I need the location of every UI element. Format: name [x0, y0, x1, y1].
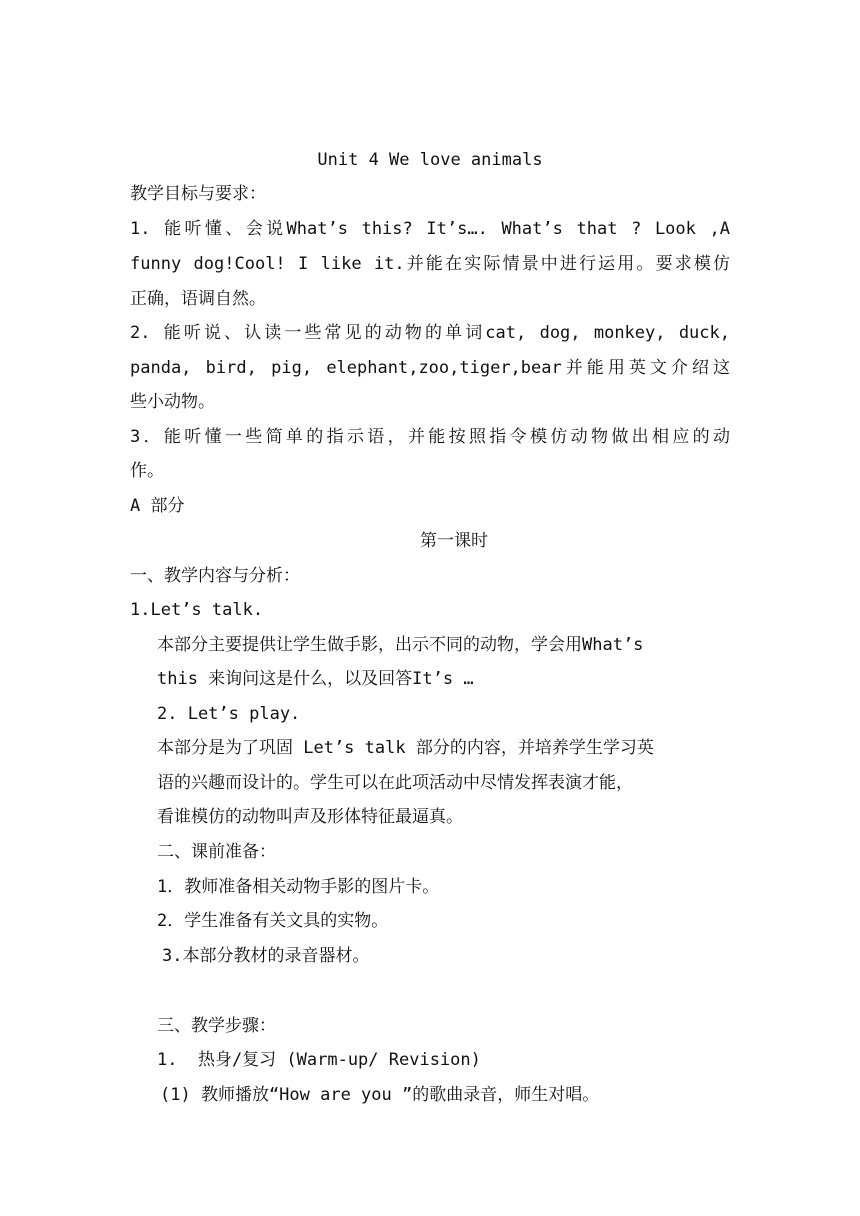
- list-item: 2. Let’s play.: [157, 704, 301, 724]
- section-heading-part-a: A 部分: [130, 496, 185, 516]
- list-item: 2．学生准备有关文具的实物。: [157, 911, 389, 931]
- section-heading-preparation: 二、课前准备：: [157, 842, 276, 862]
- paragraph-line: 本部分主要提供让学生做手影，出示不同的动物，学会用What’s: [157, 635, 644, 655]
- paragraph-line: panda, bird, pig, elephant,zoo,tiger,bear并能用英文介绍这: [130, 358, 730, 378]
- section-heading-content: 一、教学内容与分析：: [130, 566, 300, 586]
- list-item: 1．教师准备相关动物手影的图片卡。: [157, 877, 440, 897]
- lesson-heading: 第一课时: [420, 531, 488, 551]
- document-title: Unit 4 We love animals: [317, 150, 543, 170]
- paragraph-line: this 来询问这是什么，以及回答It’s …: [157, 669, 474, 689]
- paragraph-line: funny dog!Cool! I like it.并能在实际情景中进行运用。要求模仿: [130, 254, 730, 274]
- paragraph-line: 看谁模仿的动物叫声及形体特征最逼真。: [157, 807, 463, 827]
- section-heading-steps: 三、教学步骤：: [157, 1016, 276, 1036]
- paragraph-line: 作。: [130, 461, 164, 481]
- section-heading-objectives: 教学目标与要求：: [130, 184, 266, 204]
- paragraph-line: 2. 能听说、认读一些常见的动物的单词cat, dog, monkey, duck,: [130, 323, 730, 343]
- paragraph-line: 本部分是为了巩固 Let’s talk 部分的内容，并培养学生学习英: [157, 738, 654, 758]
- list-item: 1. 热身/复习 (Warm-up/ Revision): [157, 1050, 481, 1070]
- list-item: 1.Let’s talk.: [130, 600, 264, 620]
- list-item: (1) 教师播放“How are you ”的歌曲录音，师生对唱。: [160, 1085, 600, 1105]
- paragraph-line: 3．能听懂一些简单的指示语，并能按照指令模仿动物做出相应的动: [130, 427, 730, 447]
- paragraph-line: 语的兴趣而设计的。学生可以在此项活动中尽情发挥表演才能，: [157, 773, 633, 793]
- paragraph-line: 1. 能听懂、会说What’s this? It’s…. What’s that ? Look ,A: [130, 219, 730, 239]
- paragraph-line: 正确，语调自然。: [130, 289, 266, 309]
- list-item: 3.本部分教材的录音器材。: [162, 946, 370, 966]
- paragraph-line: 些小动物。: [130, 392, 215, 412]
